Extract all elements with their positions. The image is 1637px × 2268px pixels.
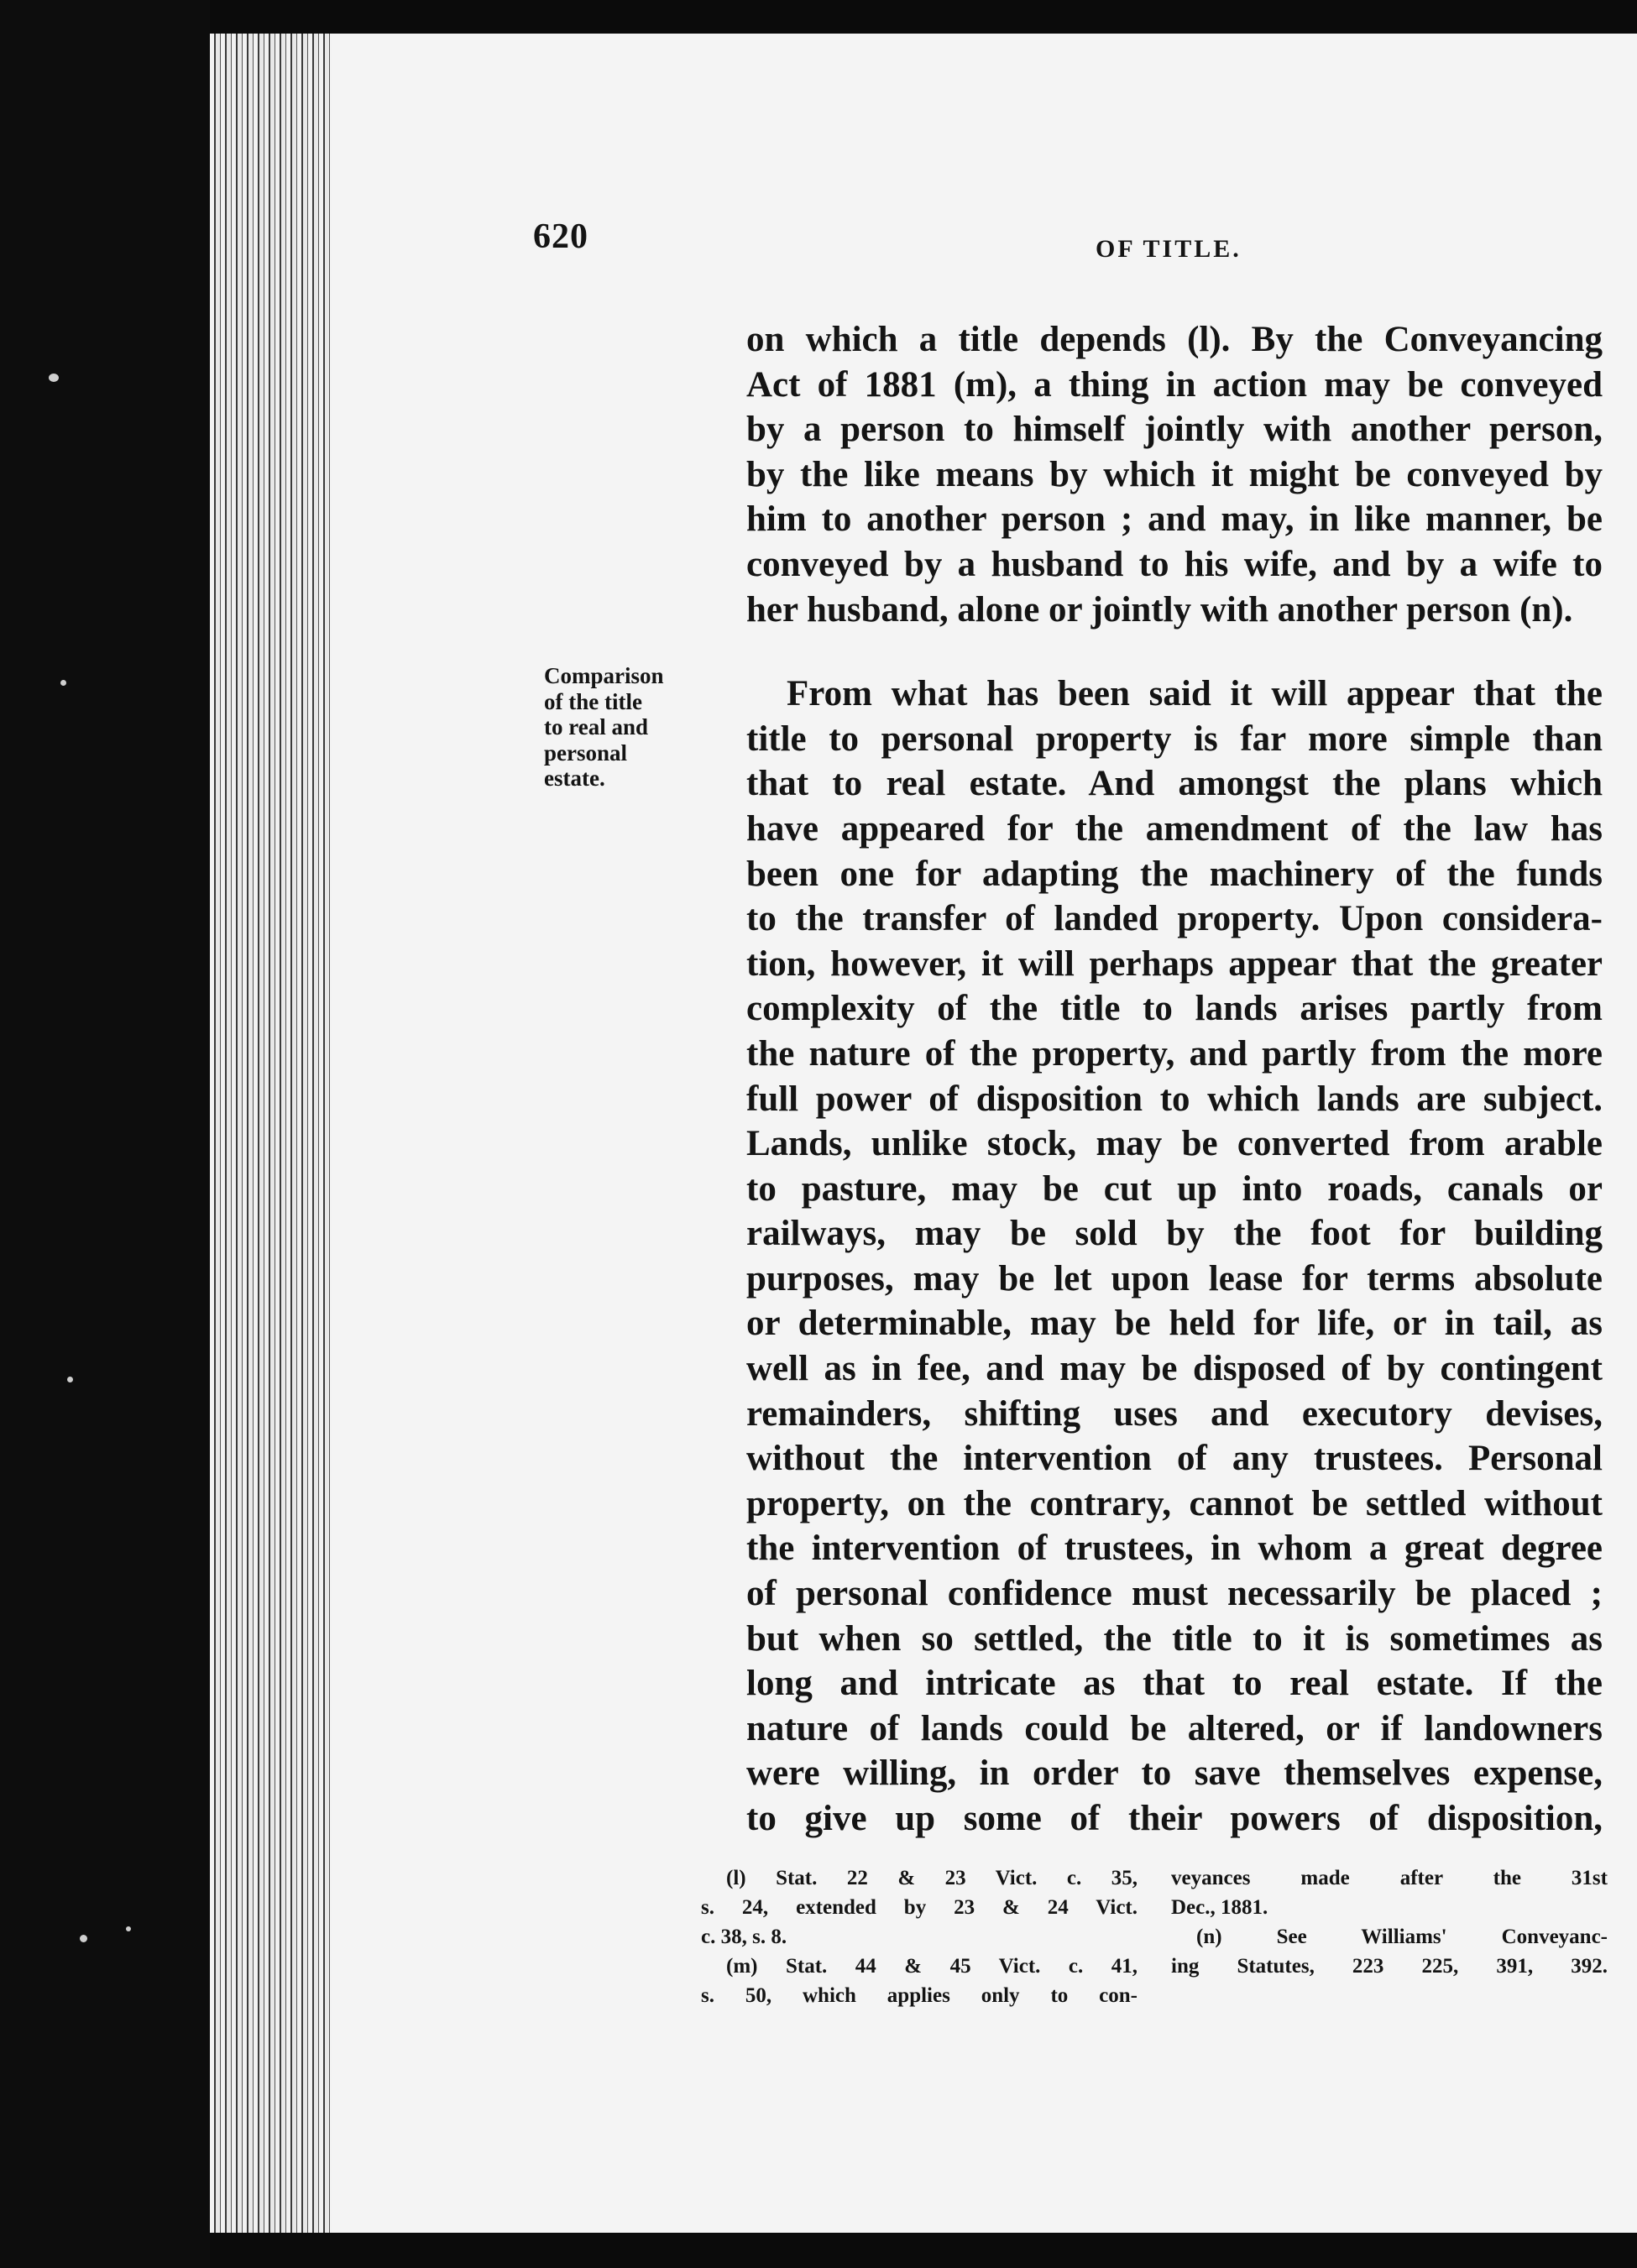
page-number: 620: [533, 217, 588, 256]
text-line: on which a title depends (l). By the Conveyancing: [746, 320, 1603, 359]
text-line: were willing, in order to save themselves expense,: [746, 1753, 1603, 1794]
text-line: without the intervention of any trustees. Personal: [746, 1439, 1603, 1479]
scan-speck: [80, 1935, 87, 1942]
text-line: tion, however, it will perhaps appear that the greater: [746, 943, 1603, 984]
text-line: full power of disposition to which lands are subject.: [746, 1079, 1603, 1119]
footnote-line: c. 38, s. 8.: [701, 1926, 787, 1948]
footnotes-left-column: [701, 1863, 1138, 2010]
footnote-line: veyances made after the 31st: [1171, 1867, 1608, 1889]
text-line: have appeared for the amendment of the law has: [746, 808, 1603, 849]
text-line: railways, may be sold by the foot for building: [746, 1214, 1603, 1254]
scan-speck: [60, 680, 66, 686]
margin-note-line: Comparison: [544, 663, 664, 688]
footnote-line: Dec., 1881.: [1171, 1896, 1268, 1919]
text-line: to pasture, may be cut up into roads, canals or: [746, 1168, 1603, 1209]
footnote-line: s. 24, extended by 23 & 24 Vict.: [701, 1896, 1138, 1919]
margin-note: [544, 663, 695, 792]
text-line: the nature of the property, and partly from the more: [746, 1033, 1603, 1074]
text-line: From what has been said it will appear that the: [787, 674, 1603, 714]
text-line: the intervention of trustees, in whom a great degree: [746, 1529, 1603, 1569]
text-line: remainders, shifting uses and executory devises,: [746, 1393, 1603, 1434]
text-line: long and intricate as that to real estate. If the: [746, 1664, 1603, 1704]
text-line: purposes, may be let upon lease for terms absolute: [746, 1258, 1603, 1299]
text-line: him to another person ; and may, in like manner, be: [746, 499, 1603, 540]
text-line: been one for adapting the machinery of the funds: [746, 854, 1603, 894]
footnote-line: s. 50, which applies only to con-: [701, 1984, 1138, 2007]
scan-speck: [67, 1377, 73, 1382]
paragraph-1: [746, 317, 1603, 632]
text-line: conveyed by a husband to his wife, and by a wife to: [746, 544, 1603, 584]
footnotes: [701, 1863, 1608, 2010]
margin-note-line: of the title: [544, 688, 642, 714]
text-line: her husband, alone or jointly with another person (n).: [746, 589, 1573, 630]
text-line: or determinable, may be held for life, or in tail, as: [746, 1304, 1603, 1344]
text-line: by a person to himself jointly with another person,: [746, 410, 1603, 450]
text-line: Act of 1881 (m), a thing in action may be conveyed: [746, 364, 1603, 405]
text-line: Lands, unlike stock, may be converted from arable: [746, 1124, 1603, 1164]
paragraph-2: [746, 672, 1603, 1841]
text-line: to the transfer of landed property. Upon considera-: [746, 899, 1603, 939]
scan-speck: [126, 1926, 131, 1931]
footnote-line: (n) See Williams' Conveyanc-: [1196, 1926, 1608, 1948]
text-line: complexity of the title to lands arises partly from: [746, 989, 1603, 1029]
page-edges: [210, 34, 336, 2233]
footnote-line: (m) Stat. 44 & 45 Vict. c. 41,: [726, 1955, 1138, 1978]
margin-note-line: estate.: [544, 766, 605, 791]
text-line: well as in fee, and may be disposed of by contingent: [746, 1349, 1603, 1389]
running-head: OF TITLE.: [1096, 235, 1242, 263]
text-line: by the like means by which it might be conveyed by: [746, 454, 1603, 494]
footnote-line: ing Statutes, 223 225, 391, 392.: [1171, 1955, 1608, 1978]
margin-note-line: personal: [544, 739, 628, 766]
text-line: property, on the contrary, cannot be settled without: [746, 1483, 1603, 1523]
text-line: to give up some of their powers of disposition,: [746, 1799, 1603, 1838]
margin-note-line: to real and: [544, 714, 649, 739]
scan-speck: [49, 374, 59, 382]
text-line: that to real estate. And amongst the plans which: [746, 764, 1603, 804]
scan-border: [0, 0, 210, 2268]
text-line: but when so settled, the title to it is sometimes as: [746, 1618, 1603, 1659]
footnote-line: (l) Stat. 22 & 23 Vict. c. 35,: [726, 1867, 1138, 1889]
body-text: [746, 317, 1603, 1842]
text-line: title to personal property is far more simple than: [746, 719, 1603, 759]
footnotes-right-column: [1171, 1863, 1608, 2010]
text-line: nature of lands could be altered, or if landowners: [746, 1708, 1603, 1748]
text-line: of personal confidence must necessarily be placed ;: [746, 1574, 1603, 1614]
book-page: [332, 34, 1637, 2233]
